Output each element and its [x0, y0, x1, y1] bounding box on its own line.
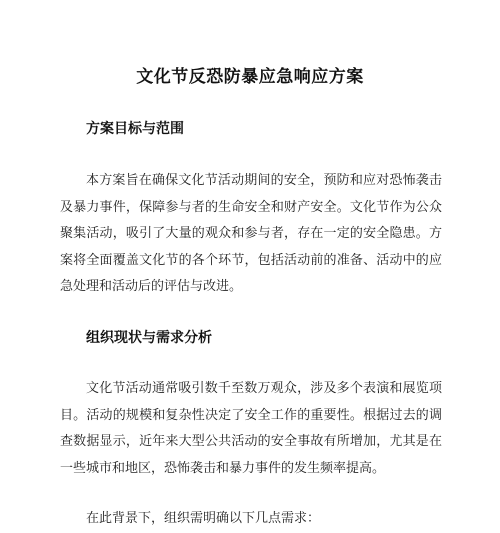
- paragraph-goals-scope: 本方案旨在确保文化节活动期间的安全，预防和应对恐怖袭击及暴力事件，保障参与者的生命安全和财产安全。文化节作为公众聚集活动，吸引了大量的观众和参与者，存在一定的安全隐患。方案将全面覆盖文化节的各个环节，包括活动前的准备、活动中的应急处理和活动后的评估与改进。: [60, 173, 442, 294]
- paragraph-needs-intro: 在此背景下，组织需明确以下几点需求：: [86, 511, 321, 526]
- paragraph-status-needs: 文化节活动通常吸引数千至数万观众，涉及多个表演和展览项目。活动的规模和复杂性决定了安全工作的重要性。根据过去的调查数据显示，近年来大型公共活动的安全事故有所增加，尤其是在一些城市和地区，恐怖袭击和暴力事件的发生频率提高。: [60, 381, 442, 476]
- section-heading-status-needs: 组织现状与需求分析: [86, 330, 212, 346]
- section-heading-goals-scope: 方案目标与范围: [86, 121, 184, 137]
- document-title: 文化节反恐防暴应急响应方案: [136, 67, 364, 87]
